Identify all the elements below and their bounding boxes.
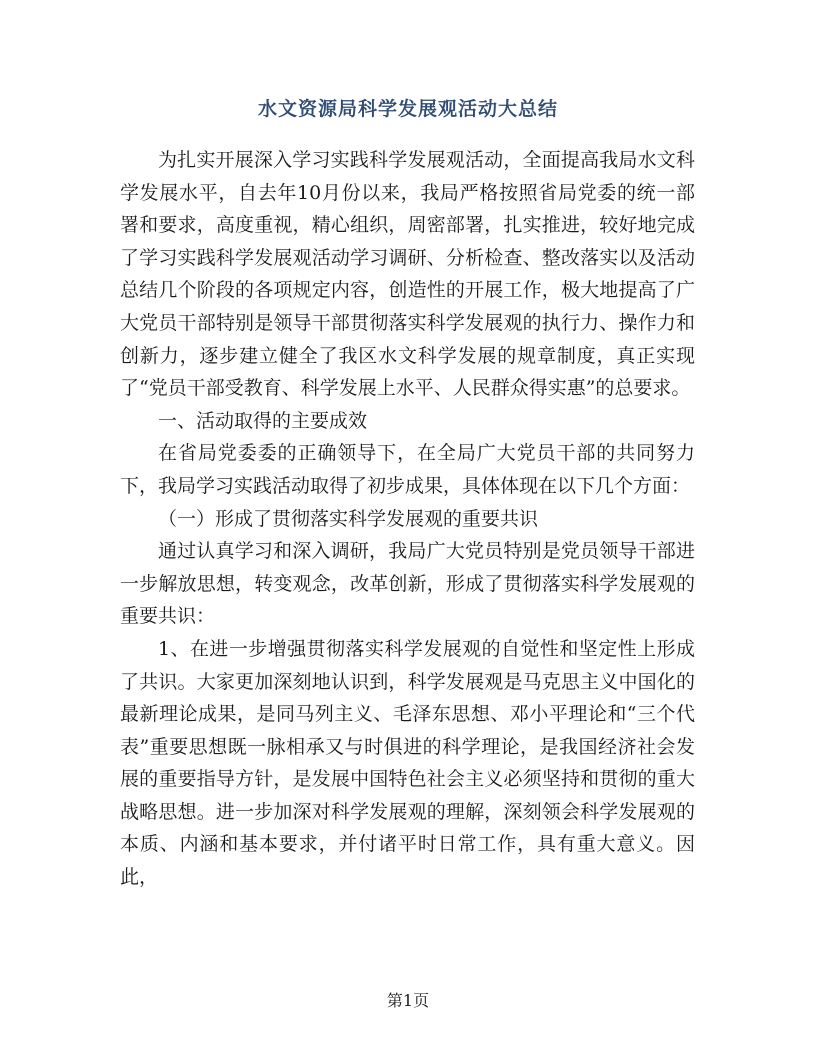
document-body <box>120 144 695 894</box>
section-heading: 一、活动取得的主要成效 <box>158 409 368 432</box>
document-title: 水文资源局科学发展观活动大总结 <box>257 98 558 120</box>
page-number: 第1页 <box>386 991 430 1010</box>
section-intro-paragraph: 在省局党委委的正确领导下，在全局广大党员干部的共同努力下，我局学习实践活动取得了初步成果，具体体现在以下几个方面： <box>120 442 695 497</box>
subsection-heading: （一）形成了贯彻落实科学发展观的重要共识 <box>158 507 539 530</box>
subsection-paragraph: 通过认真学习和深入调研，我局广大党员特别是党员领导干部进一步解放思想，转变观念，改革创新，形成了贯彻落实科学发展观的重要共识： <box>120 540 695 628</box>
intro-paragraph: 为扎实开展深入学习实践科学发展观活动，全面提高我局水文科学发展水平，自去年10月份以来，我局严格按照省局党委的统一部署和要求，高度重视，精心组织，周密部署，扎实推进，较好地完成了学习实践科学发展观活动学习调研、分析检查、整改落实以及活动总结几个阶段的各项规定内容，创造性的开展工作，极大地提高了广大党员干部特别是领导干部贯彻落实科学发展观的执行力、操作力和创新力，逐步建立健全了我区水文科学发展的规章制度，真正实现了“党员干部受教育、科学发展上水平、人民群众得实惠”的总要求。 <box>120 149 695 400</box>
point-one-paragraph: 1、在进一步增强贯彻落实科学发展观的自觉性和坚定性上形成了共识。大家更加深刻地认识到，科学发展观是马克思主义中国化的最新理论成果，是同马列主义、毛泽东思想、邓小平理论和“三个代表”重要思想既一脉相承又与时俱进的科学理论，是我国经济社会发展的重要指导方针，是发展中国特色社会主义必须坚持和贯彻的重大战略思想。进一步加深对科学发展观的理解，深刻领会科学发展观的本质、内涵和基本要求，并付诸平时日常工作，具有重大意义。因此， <box>120 637 695 889</box>
